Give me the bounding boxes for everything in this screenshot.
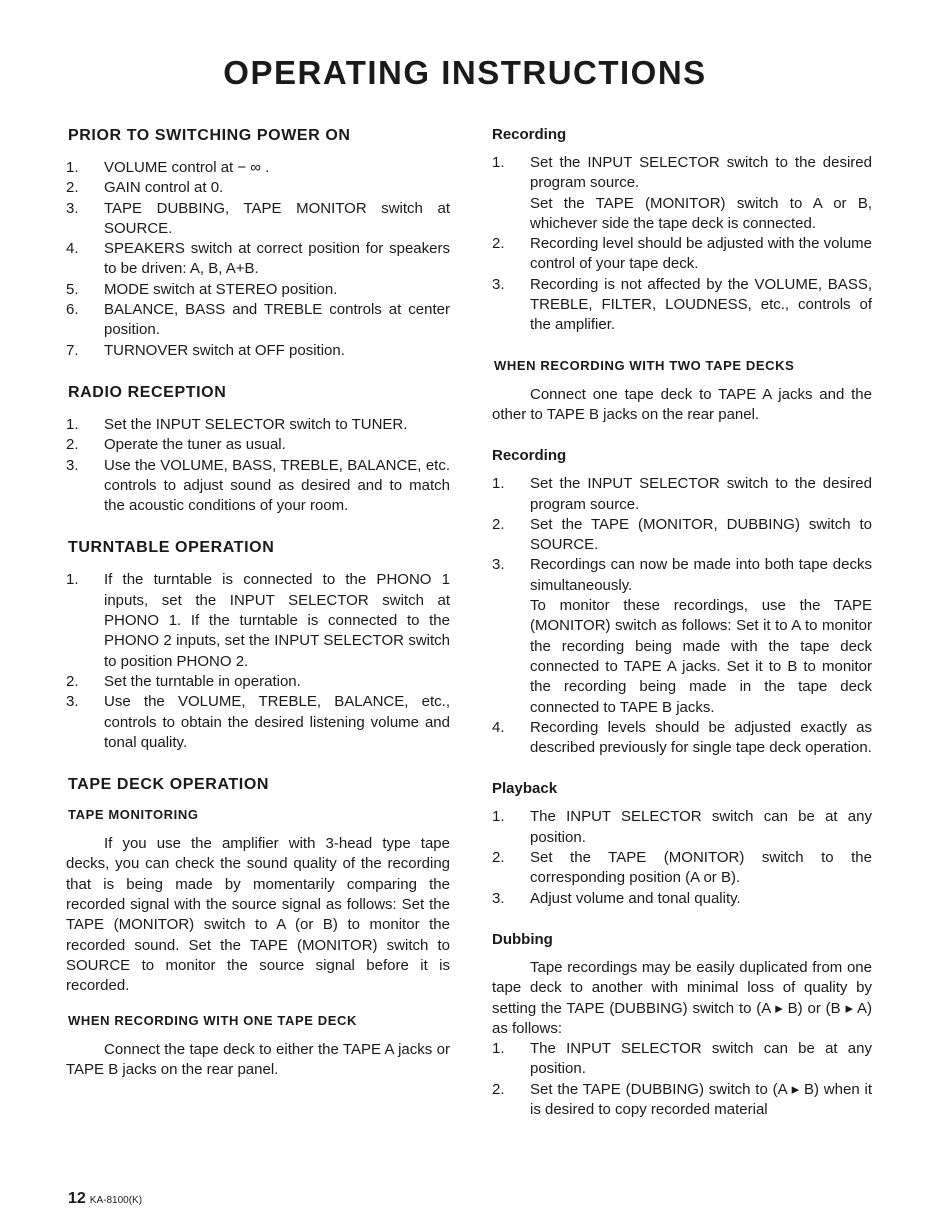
list-item: 2. Set the TAPE (MONITOR, DUBBING) switch to SOURCE. [492, 515, 872, 554]
playback-list [492, 807, 872, 908]
page-title: OPERATING INSTRUCTIONS [223, 54, 707, 91]
right-column [492, 126, 872, 1120]
list-item: 1. If the turntable is connected to the PHONO 1 inputs, set the INPUT SELECTOR switch at PHONO 1. If the turntable is connected to the PHONO 2 inputs, set the INPUT SELECTOR switch to position PHONO 2. [66, 571, 450, 670]
subheading-two-tape-decks: WHEN RECORDING WITH TWO TAPE DECKS [494, 357, 795, 373]
list-item: 1. Set the INPUT SELECTOR switch to the desired program source. [492, 475, 872, 513]
list-item: 1. Set the INPUT SELECTOR switch to the desired program source. Set the TAPE (MONITOR) switch to A or B, whichever side the tape deck is connected. [492, 154, 872, 232]
list-item: 2. Recording level should be adjusted with the volume control of your tape deck. [492, 235, 872, 273]
subheading-dubbing: Dubbing [492, 930, 553, 948]
list-item: 3. Adjust volume and tonal quality. [492, 889, 741, 907]
list-item: 3. TAPE DUBBING, TAPE MONITOR switch at SOURCE. [66, 199, 450, 237]
dubbing-list [492, 1039, 872, 1120]
list-item: 7. TURNOVER switch at OFF position. [66, 341, 345, 359]
prior-list [66, 158, 450, 361]
section-heading-prior: PRIOR TO SWITCHING POWER ON [68, 127, 351, 144]
page-footer [68, 1190, 142, 1208]
list-item: 1. Set the INPUT SELECTOR switch to TUNER. [66, 415, 408, 433]
subheading-one-tape-deck: WHEN RECORDING WITH ONE TAPE DECK [68, 1012, 357, 1028]
dubbing-paragraph: Tape recordings may be easily duplicated from one tape deck to another with minimal loss of quality by setting the TAPE (DUBBING) switch to (A ▸ B) or (B ▸ A) as follows: [492, 958, 872, 1037]
tape-monitoring-paragraph: If you use the amplifier with 3-head type tape decks, you can check the sound quality of the recording that is being made by momentarily comparing the recorded signal with the source signal as follows: Set the TAPE (MONITOR) switch to A (or B) to monitor the recorded sound. Set the TAPE (MONITOR) switch to SOURCE to monitor the source signal before it is recorded. [66, 835, 450, 995]
list-item: 3. Recordings can now be made into both tape decks simultaneously. To monitor these recordings, use the TAPE (MONITOR) switch as follows: Set it to A to monitor the recording being made with the tape deck connected to TAPE A jacks. Set it to B to monitor the recording being made in the tape deck connected to TAPE B jacks. [492, 556, 872, 716]
list-item: 3. Recording is not affected by the VOLUME, BASS, TREBLE, FILTER, LOUDNESS, etc., controls of the amplifier. [492, 275, 872, 334]
page-number: 12 [68, 1190, 86, 1207]
turntable-list [66, 570, 450, 753]
section-heading-turntable: TURNTABLE OPERATION [68, 539, 275, 557]
model-number: KA-8100(K) [89, 1195, 143, 1206]
list-item: 1. VOLUME control at − ∞ . [66, 159, 270, 176]
list-item: 3. Use the VOLUME, BASS, TREBLE, BALANCE, etc. controls to adjust sound as desired and to match the acoustic conditions of your room. [66, 456, 450, 515]
subheading-recording-two: Recording [492, 447, 567, 465]
subheading-recording: Recording [492, 126, 567, 143]
list-item: 2. Operate the tuner as usual. [66, 436, 286, 454]
recording-list [492, 153, 872, 336]
list-item: 1. The INPUT SELECTOR switch can be at any position. [492, 808, 872, 846]
two-tape-decks-paragraph: Connect one tape deck to TAPE A jacks and the other to TAPE B jacks on the rear panel. [492, 385, 872, 423]
list-item: 3. Use the VOLUME, TREBLE, BALANCE, etc., controls to obtain the desired listening volume and tonal quality. [66, 693, 450, 751]
list-item: 4. Recording levels should be adjusted exactly as described previously for single tape deck operation. [492, 718, 872, 757]
one-tape-deck-paragraph: Connect the tape deck to either the TAPE A jacks or TAPE B jacks on the rear panel. [66, 1040, 450, 1078]
list-item: 6. BALANCE, BASS and TREBLE controls at center position. [66, 301, 450, 339]
radio-list [66, 415, 450, 516]
list-item: 1. The INPUT SELECTOR switch can be at any position. [492, 1040, 872, 1078]
list-item: 2. Set the turntable in operation. [66, 672, 301, 690]
section-heading-radio: RADIO RECEPTION [68, 383, 227, 401]
section-heading-tape-deck: TAPE DECK OPERATION [68, 776, 270, 794]
list-item: 2. Set the TAPE (DUBBING) switch to (A ▸ B) when it is desired to copy recorded material [492, 1080, 872, 1118]
recording-two-list [492, 474, 872, 758]
subheading-tape-monitoring: TAPE MONITORING [68, 807, 199, 823]
list-item: 4. SPEAKERS switch at correct position for speakers to be driven: A, B, A+B. [66, 240, 450, 278]
list-item: 2. GAIN control at 0. [66, 179, 224, 197]
left-column [66, 126, 450, 1080]
list-item: 2. Set the TAPE (MONITOR) switch to the corresponding position (A or B). [492, 849, 872, 887]
subheading-playback: Playback [492, 780, 558, 798]
list-item: 5. MODE switch at STEREO position. [66, 280, 338, 298]
